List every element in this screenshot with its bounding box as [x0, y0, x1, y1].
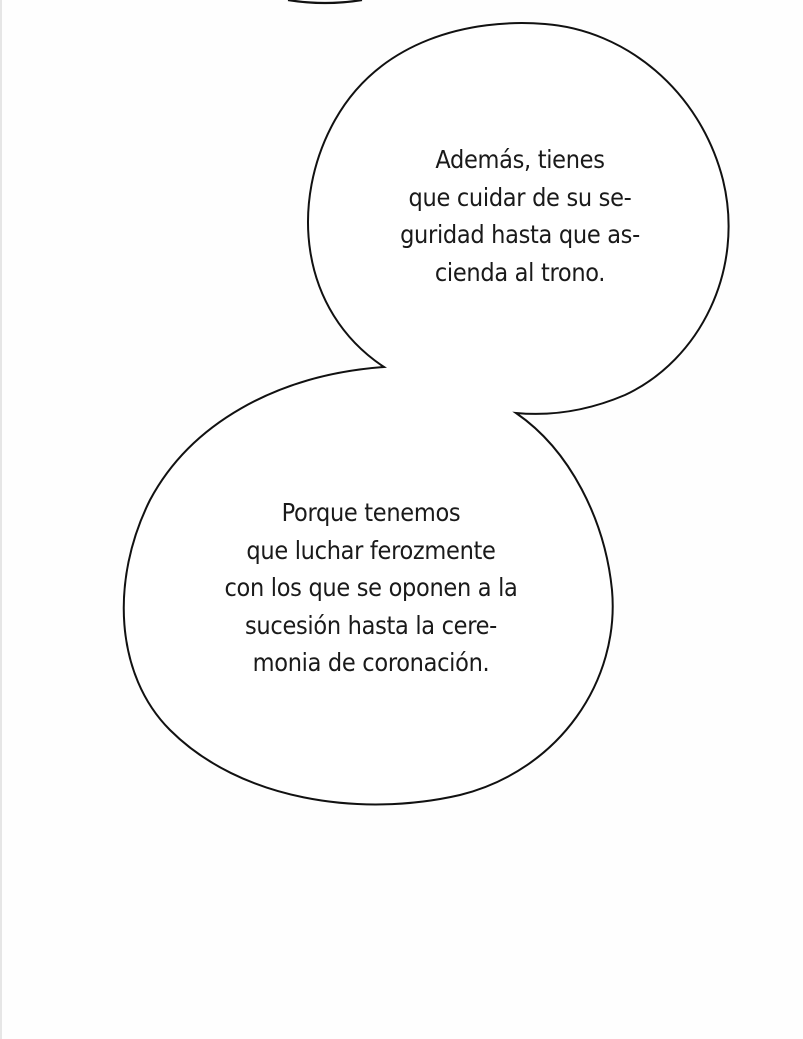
- speech-line: Además, tienes: [435, 145, 605, 174]
- speech-line: cienda al trono.: [434, 257, 606, 287]
- speech-line: guridad hasta que as-: [400, 220, 640, 249]
- speech-line: que cuidar de su se-: [408, 182, 632, 212]
- speech-line: que luchar ferozmente: [246, 535, 496, 565]
- speech-bubble-bottom-text: [206, 494, 536, 682]
- previous-bubble-edge: [288, 0, 362, 3]
- speech-line: Porque tenemos: [281, 498, 461, 527]
- speech-bubble-top-text: [372, 141, 668, 291]
- speech-line: sucesión hasta la cere-: [245, 610, 497, 640]
- speech-line: con los que se oponen a la: [224, 573, 518, 602]
- speech-line: monia de coronación.: [252, 648, 490, 677]
